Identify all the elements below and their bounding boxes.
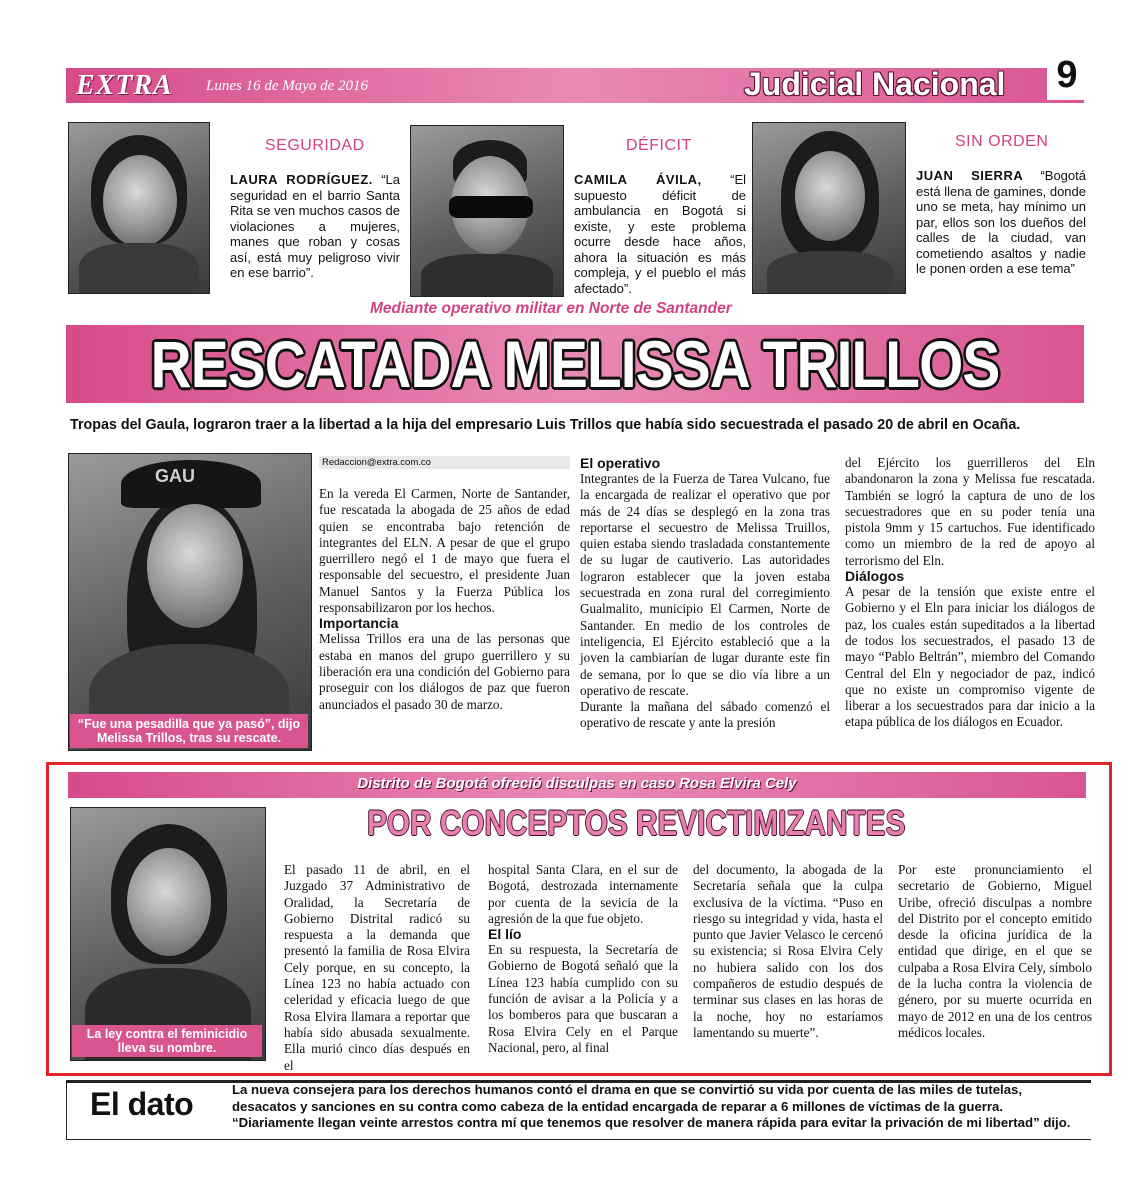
- main-headline: RESCATADA MELISSA TRILLOS: [150, 327, 1000, 401]
- second-col4-text: Por este pronunciamiento el secretario de Gobierno, Miguel Uribe, ofreció disculpas a nombre del Distrito por el concepto emitido desde la oficina jurídica de la entidad que dirige, en el que se culpaba a Rosa Elvira Cely, símbolo de la lucha contra la violencia de género, por su muerte ocurrida en mayo de 2012 en una de los centros médicos locales.: [898, 862, 1092, 1040]
- second-headline: POR CONCEPTOS REVICTIMIZANTES: [367, 804, 906, 843]
- second-column-3: [693, 862, 883, 1041]
- main-col3-paragraph-2: A pesar de la tensión que existe entre el Gobierno y el Eln para iniciar los diálogos de paz, los cuales están supeditados a la libertad de todos los secuestrados, el pasado 13 de mayo “Pablo Beltrán”, miembro del Comando Central del Eln y negociador de paz, indicó que no existe un compromiso vigente de liberar a los secuestrados para dar inicio a la etapa pública de los diálogos en Ecuador.: [845, 584, 1095, 730]
- main-deck: Tropas del Gaula, lograron traer a la libertad a la hija del empresario Luis Trillos que había sido secuestrada el pasado 20 de abril en Ocaña.: [70, 417, 1021, 433]
- testimonial-name-2: CAMILA ÁVILA,: [574, 172, 702, 187]
- main-col2-paragraph-1: Integrantes de la Fuerza de Tarea Vulcano, fue la encargada de realizar el operativo que por más de 24 días se desplegó en la zona tras reportarse el secuestro de Melissa Truillos, quien estaba siendo trasladada constantemente de su lugar de cautiverio. Las autoridades lograron establecer que la joven estaba secuestrada en zona rural del corregimiento Gualmalito, municipio El Carmen, Norte de Santander. En medio de los controles de inteligencia, El Ejército estableció que a la joven la cambiarían de lugar durante este fin de semana, por lo que se dio vía libre a un operativo de rescate.: [580, 471, 830, 698]
- second-col3-text: del documento, la abogada de la Secretaría señala que la culpa exclusiva de la víctima. “Puso en riesgo su integridad y vida, hasta el punto que Javier Velasco le cercenó su existencia; si Rosa Elvira Cely no hubiera salido con los dos compañeros de estudio después de terminar sus clases en las horas de la noche, hoy no estaríamos lamentando su muerte”.: [693, 862, 883, 1040]
- el-dato-label: El dato: [90, 1086, 194, 1122]
- second-column-1: [284, 862, 470, 1074]
- main-col1-paragraph-2: Melissa Trillos era una de las personas que estaba en manos del grupo guerrillero y su liberación era una condición del Gobierno para proseguir con los diálogos de paz que fueron anunciados el pasado 30 de marzo.: [319, 631, 570, 712]
- main-column-2: [580, 456, 830, 732]
- main-col2-subhead: El operativo: [580, 455, 661, 471]
- main-col3-subhead: Diálogos: [845, 568, 905, 585]
- main-byline: Redaccion@extra.com.co: [319, 456, 570, 469]
- main-photo-caption: “Fue una pesadilla que ya pasó”, dijo Melissa Trillos, tras su rescate.: [70, 714, 308, 748]
- testimonial-category-3: SIN ORDEN: [955, 133, 1049, 150]
- brand-logo: EXTRA: [76, 70, 173, 101]
- second-kicker: Distrito de Bogotá ofreció disculpas en caso Rosa Elvira Cely: [357, 775, 797, 792]
- el-dato-text: La nueva consejera para los derechos humanos contó el drama en que se convirtió su vida por cuenta de las miles de tutelas, desacatos y sanciones en su contra como cabeza de la entidad encargada de reparar a 6 millones de víctimas de la guerra. “Diariamente llegan veinte arrestos contra mí que tenemos que resolver de manera rápida para evitar la privación de mi libertad” dijo.: [232, 1082, 1071, 1130]
- main-kicker: Mediante operativo militar en Norte de Santander: [370, 300, 732, 317]
- testimonial-category-2: DÉFICIT: [626, 137, 692, 154]
- testimonial-quote-1: “La seguridad en el barrio Santa Rita se ven muchos casos de violaciones a mujeres, manes que roban y cosas así, está muy peligroso vivir en ese barrio”.: [230, 172, 400, 280]
- main-photo: GAU: [68, 453, 312, 751]
- testimonial-name-1: LAURA RODRÍGUEZ.: [230, 172, 373, 187]
- second-col2-paragraph-2: En su respuesta, la Secretaría de Gobierno de Bogotá señaló que la Línea 123 había cumplido con su función de avisar a la Policía y a los bomberos para que buscaran a Rosa Elvira Cely en el Parque Nacional, pero, al final: [488, 942, 678, 1055]
- testimonial-photo-2: [410, 125, 564, 297]
- testimonial-quote-2: “El supuesto déficit de ambulancia en Bogotá si existe, y este problema ocurre desde hace años, ahora la situación es más compleja, y el pueblo el más afectado”.: [574, 172, 746, 296]
- second-photo: [70, 807, 266, 1061]
- testimonial-text-3: [916, 168, 1086, 277]
- main-col2-paragraph-2: Durante la mañana del sábado comenzó el operativo de rescate y ante la presión: [580, 699, 830, 731]
- section-title: Judicial Nacional: [744, 66, 1006, 102]
- main-column-1: [319, 486, 570, 713]
- main-col3-paragraph-1: del Ejército los guerrilleros del Eln abandonaron la zona y Melissa fue rescatada. También se logró la captura de uno de los secuestradores que en su poder tenía una pistola 9mm y 15 cartuchos. Fue identificado como un miembro de la red de apoyo al terrorismo del Eln.: [845, 455, 1095, 568]
- second-column-4: [898, 862, 1092, 1041]
- second-photo-caption: La ley contra el feminicidio lleva su nombre.: [72, 1025, 262, 1057]
- testimonial-photo-3: [752, 122, 906, 294]
- testimonial-text-2: [574, 172, 746, 296]
- main-col1-subhead: Importancia: [319, 615, 399, 632]
- testimonial-text-1: [230, 172, 400, 281]
- testimonial-photo-1: [68, 122, 210, 294]
- second-column-2: [488, 862, 678, 1056]
- second-col1-text: El pasado 11 de abril, en el Juzgado 37 Administrativo de Oralidad, la Secretaría de Gobierno Distrital radicó su respuesta a la demanda que presentó la familia de Rosa Elvira Cely porque, en su concepto, la Línea 123 no había actuado con celeridad y eficacia luego de que Rosa Elvira llamara a reportar que había sido abusada sexualmente. Ella murió cinco días después en el: [284, 862, 470, 1073]
- testimonial-category-1: SEGURIDAD: [265, 137, 365, 154]
- testimonial-name-3: JUAN SIERRA: [916, 168, 1024, 183]
- page-number: 9: [1047, 54, 1087, 100]
- main-col1-paragraph-1: En la vereda El Carmen, Norte de Santander, fue rescatada la abogada de 25 años de edad quien se encontraba bajo retención de integrantes del ELN. A pesar de que el grupo guerrillero negó el 1 de mayo que fuera el responsable del secuestro, el presidente Juan Manuel Santos y la Fuerza Pública los responsabilizaron por los hechos.: [319, 486, 570, 616]
- main-column-3: [845, 455, 1095, 731]
- second-col2-subhead: El lío: [488, 926, 522, 943]
- testimonial-quote-3: “Bogotá está llena de gamines, donde uno se meta, hay mínimo un par, ellos son los dueños del calles de la ciudad, van cometiendo asaltos y nadie le ponen orden a ese tema”: [916, 168, 1086, 276]
- second-col2-paragraph-1: hospital Santa Clara, en el sur de Bogotá, destrozada internamente por cuenta de la sevicia de la agresión de la que fue objeto.: [488, 862, 678, 926]
- issue-date: Lunes 16 de Mayo de 2016: [206, 78, 369, 94]
